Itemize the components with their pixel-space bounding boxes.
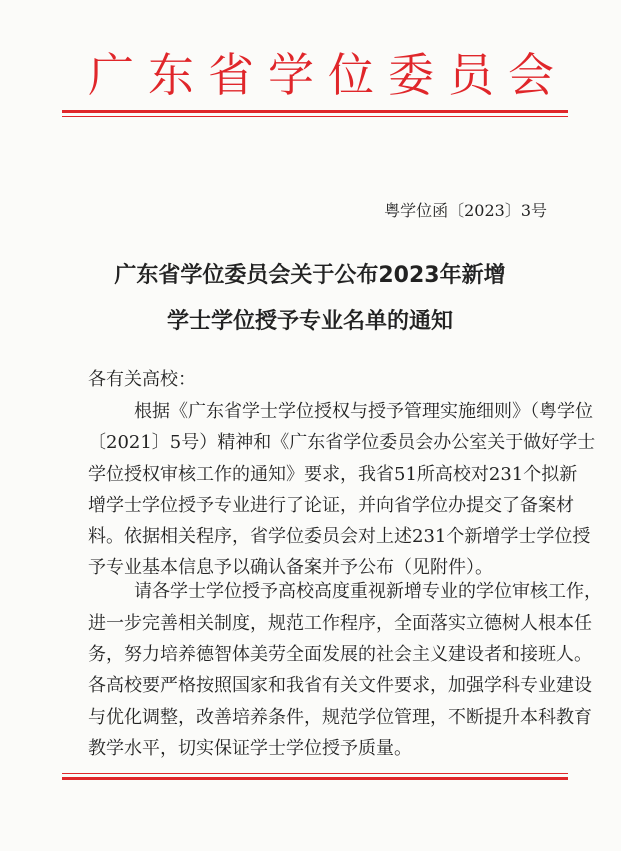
paragraph-1-line: 学位授权审核工作的通知》要求，我省51所高校对231个拟新 — [88, 464, 578, 485]
paragraph-1-line: 〔2021〕5号）精神和《广东省学位委员会办公室关于做好学士 — [88, 432, 596, 453]
paragraph-1-line: 根据《广东省学士学位授权与授予管理实施细则》（粤学位 — [134, 401, 593, 422]
paragraph-2-line: 进一步完善相关制度，规范工作程序，全面落实立德树人根本任 — [88, 613, 592, 634]
document-number: 粤学位函〔2023〕3号 — [384, 201, 547, 220]
footer-divider-thick — [62, 777, 568, 780]
paragraph-2-line: 各高校要严格按照国家和我省有关文件要求，加强学科专业建设 — [88, 675, 592, 696]
paragraph-2-line: 与优化调整，改善培养条件，规范学位管理，不断提升本科教育 — [88, 707, 592, 728]
document-title-line-1: 广东省学位委员会关于公布2023年新增 — [114, 263, 506, 288]
issuer-letterhead: 广东省学位委员会 — [88, 48, 554, 102]
paragraph-2-line: 教学水平，切实保证学士学位授予质量。 — [88, 738, 412, 759]
footer-divider-thin — [62, 773, 568, 774]
header-divider-thin — [62, 116, 568, 117]
paragraph-1-line: 料。依据相关程序，省学位委员会对上述231个新增学士学位授 — [88, 526, 591, 547]
salutation: 各有关高校： — [88, 369, 196, 390]
paragraph-2-line: 请各学士学位授予高校高度重视新增专业的学位审核工作， — [134, 581, 602, 602]
paragraph-2-line: 务，努力培养德智体美劳全面发展的社会主义建设者和接班人。 — [88, 644, 592, 665]
header-divider-thick — [62, 110, 568, 113]
document-title-line-2: 学士学位授予专业名单的通知 — [166, 309, 453, 334]
paragraph-1-line: 予专业基本信息予以确认备案并予公布（见附件）。 — [88, 557, 493, 578]
paragraph-1-line: 增学士学位授予专业进行了论证，并向省学位办提交了备案材 — [88, 495, 574, 516]
